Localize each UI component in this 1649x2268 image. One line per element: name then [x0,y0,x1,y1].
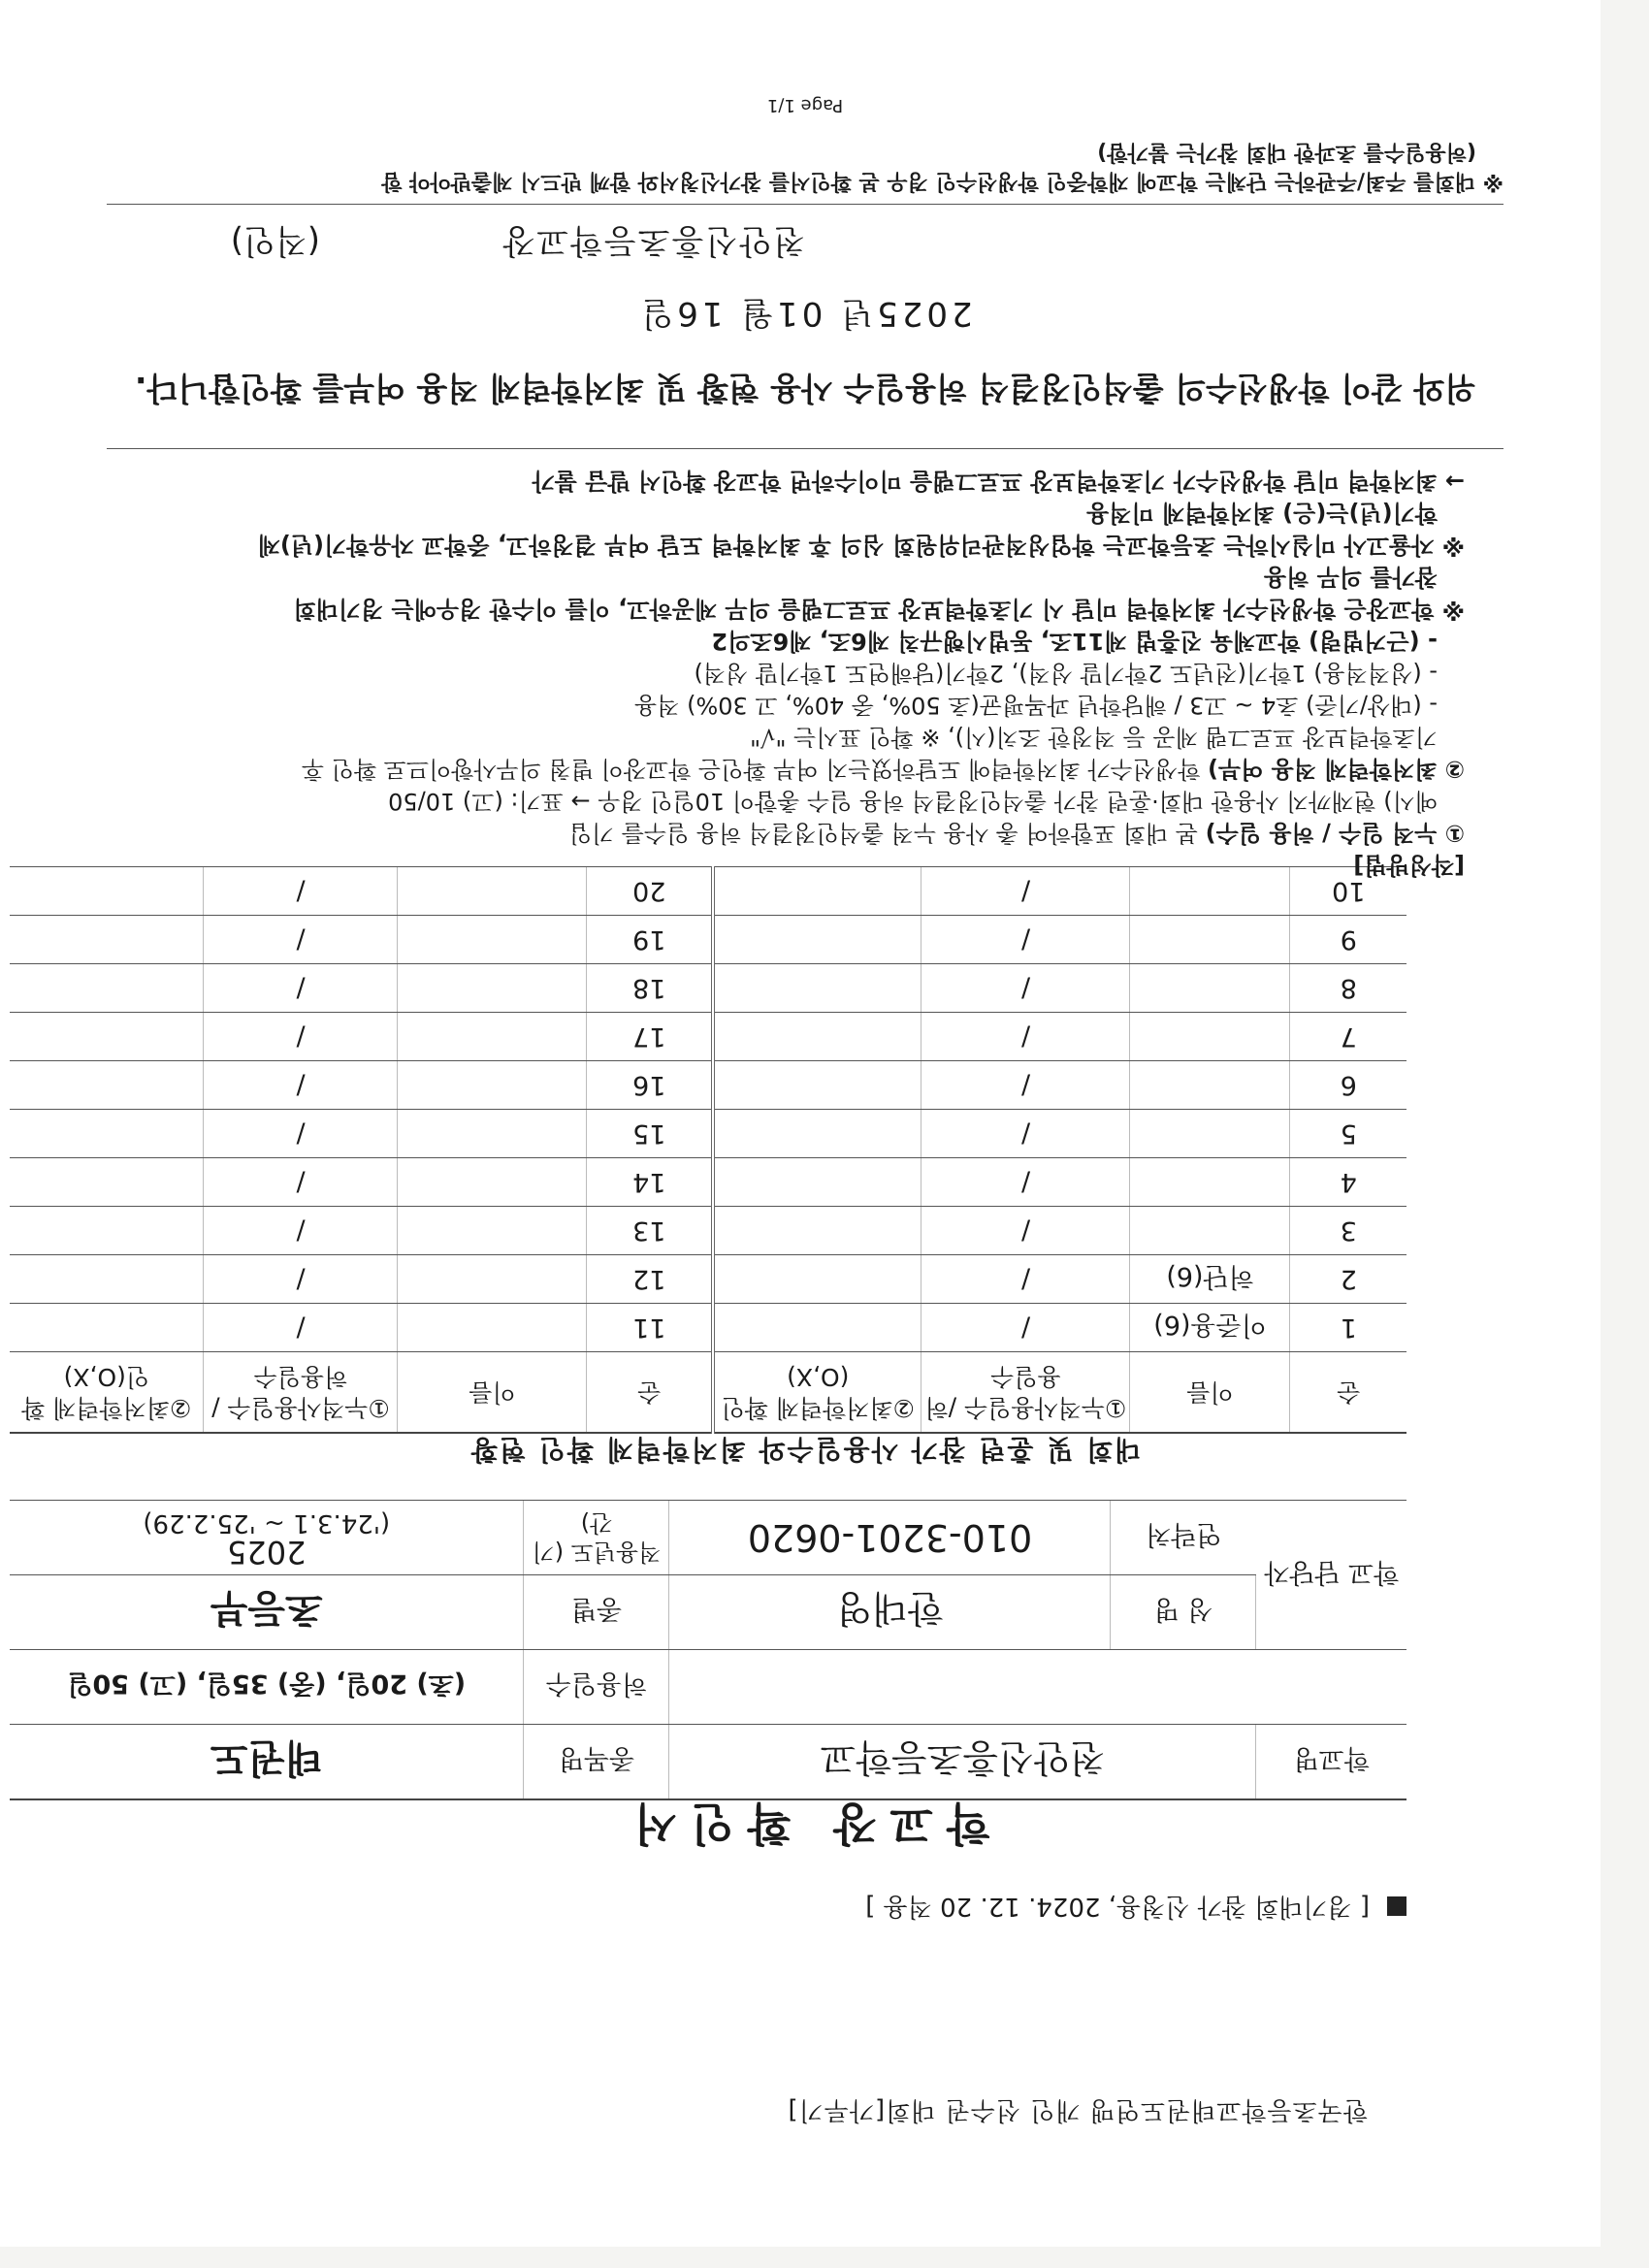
issue-date: 2025년 01월 16일 [637,294,973,333]
document-header: 한국초등학교태권도연맹 개인 선수권 대회[가루기] [787,2095,1368,2124]
student-min-check [713,1061,922,1110]
note-warning-3: → 최저학력 미달 학생선수가 기초학력보장 프로그램을 미이수하면 학교장 확인서 발급 불가 [532,468,1465,495]
student-min-check [713,916,922,964]
student-no: 5 [1290,1110,1406,1158]
divider [107,204,1504,205]
student-used-days: / [204,964,398,1013]
info-table [10,1500,1406,1800]
col-min-2: ②최저학력제 확인(O,X) [10,1352,204,1434]
student-min-check [713,1207,922,1255]
student-rows [10,867,1406,1352]
student-name [398,1207,587,1255]
col-used: ①누적사용일수 /허용일수 [922,1352,1130,1434]
dept-value: 초등부 [10,1575,524,1650]
student-used-days: / [204,916,398,964]
student-no: 13 [587,1207,713,1255]
student-no: 4 [1290,1158,1406,1207]
student-name [398,1061,587,1110]
student-name [1130,964,1290,1013]
student-no: 8 [1290,964,1406,1013]
info-row-allowed [10,1650,1406,1725]
student-min-check [10,1013,204,1061]
year-label: 적용년도 (기간) [524,1501,669,1575]
student-table [10,866,1406,1434]
info-row-contact [10,1501,1406,1575]
confirmation-statement: 위와 같이 학생선수의 출석인정결석 허용일수 사용 현황 및 최저학력제 적용 여부를 확인합니다. [134,370,1476,407]
student-no: 17 [587,1013,713,1061]
note-detail-2: - (성적적용) 1학기(전년도 2학기말 성적), 2학기(당해연도 1학기말 성적) [694,660,1438,687]
student-min-check [713,1013,922,1061]
note-detail-3: - (근거법령) 학교체육 진흥법 제11조, 동법시행규칙 제6조, 제6조의2 [711,628,1438,655]
student-used-days: / [204,867,398,916]
student-used-days: / [922,867,1130,916]
student-name [1130,1061,1290,1110]
student-min-check [10,1110,204,1158]
student-name [398,916,587,964]
contact-label: 연락처 [1111,1501,1256,1575]
writing-notes [107,465,1465,881]
col-name: 이름 [1130,1352,1290,1434]
info-row-school [10,1725,1406,1800]
col-no-2: 순 [587,1352,713,1434]
note-2: ② 최저학력제 적용 여부) 학생선수가 최저학력에 도달하였는지 여부 확인은 학교장이 별첨 의무사항이므로 확인 후 [301,756,1465,783]
student-min-check [10,1061,204,1110]
student-name [1130,1158,1290,1207]
student-no: 20 [587,867,713,916]
student-name [398,1255,587,1304]
table-row [10,1110,1406,1158]
student-name [1130,1110,1290,1158]
form-reference [865,1891,1406,1927]
student-min-check [713,964,922,1013]
student-used-days: / [922,1061,1130,1110]
official-seal: (직인) [230,221,320,260]
student-name [398,1110,587,1158]
note-1: ① 누적 일수 / 허용 일수) 본 대회 포함하여 총 사용 누적 출석인정결석 허용 일수를 기입 [568,820,1465,847]
student-used-days: / [204,1110,398,1158]
student-no: 16 [587,1061,713,1110]
student-used-days: / [204,1061,398,1110]
col-no: 순 [1290,1352,1406,1434]
document-title: 학교장 확인서 [620,1798,990,1850]
principal-title: 천안신흥초등학교장 [501,221,805,260]
student-no: 18 [587,964,713,1013]
info-row-manager [10,1575,1406,1650]
student-used-days: / [204,1158,398,1207]
student-used-days: / [922,1207,1130,1255]
section-title: 대회 및 훈련 참가 사용일수와 최저학력제 확인 현황 [469,1434,1142,1466]
student-no: 1 [1290,1304,1406,1352]
note-detail-1: - (대상/기준) 초4 ~ 고3 / 해당학년 과목평균(초 50%, 중 40%, 고 30%) 적용 [634,692,1438,719]
student-used-days: / [922,1304,1130,1352]
note-warning-1: ※ 학교장은 학생선수가 최저학력 미달 시 기초학력보장 프로그램을 의무 제공하고, 이를 이수한 경우에는 경기대회 [293,596,1465,623]
contact-value: 010-3201-0620 [669,1501,1111,1575]
student-min-check [10,916,204,964]
table-row [10,1255,1406,1304]
footnote [107,137,1504,195]
student-header-row [10,1352,1406,1434]
student-name [1130,1207,1290,1255]
table-row [10,1013,1406,1061]
student-min-check [10,1207,204,1255]
square-bullet-icon [1387,1896,1406,1916]
student-no: 14 [587,1158,713,1207]
year-value: 2025 [227,1534,307,1571]
student-no: 11 [587,1304,713,1352]
form-reference-text: [ 경기대회 참가 신청용, 2024. 12. 20 적용 ] [865,1892,1370,1921]
student-min-check [10,964,204,1013]
student-name: 허단(6) [1130,1255,1290,1304]
note-warning-1-cont: 참가를 의무 허용 [1264,564,1438,591]
divider [107,448,1504,449]
student-used-days: / [922,1158,1130,1207]
student-name [1130,916,1290,964]
student-used-days: / [204,1013,398,1061]
student-used-days: / [204,1304,398,1352]
student-min-check [10,1255,204,1304]
table-row [10,916,1406,964]
notes-heading: [작성방법] [1353,852,1465,879]
table-row [10,964,1406,1013]
event-label: 종목명 [524,1725,669,1800]
student-min-check [713,1110,922,1158]
name-label: 성 명 [1111,1575,1256,1650]
note-1-example: 예시) 현재까지 사용한 대회·훈련 참가 출석인정결석 허용 일수 총합이 10일인 경우 → 표기: (고) 10/50 [388,788,1438,815]
allowed-days-label: 허용일수 [524,1650,669,1725]
allowed-days-value: (초) 20일, (중) 35일, (고) 50일 [10,1650,524,1725]
table-row [10,1207,1406,1255]
student-min-check [713,1304,922,1352]
student-no: 15 [587,1110,713,1158]
student-no: 2 [1290,1255,1406,1304]
student-name [1130,1013,1290,1061]
school-value: 천안신흥초등학교 [669,1725,1256,1800]
student-used-days: / [922,964,1130,1013]
student-min-check [713,1255,922,1304]
student-no: 12 [587,1255,713,1304]
student-min-check [713,1158,922,1207]
student-no: 10 [1290,867,1406,916]
footnote-line-2: (허용일수를 초과한 대회 참가는 불가함) [1097,140,1476,164]
manager-label: 학교 담당자 [1256,1501,1406,1650]
student-name [398,1304,587,1352]
table-row [10,1304,1406,1352]
note-warning-2: ※ 자율고사 미실시하는 초등학교는 학업성적관리위원회 심의 후 최저학력 도달 여부 결정하고, 중학교 자유학기(년)제 [257,532,1465,559]
student-used-days: / [922,1255,1130,1304]
dept-label: 종별 [524,1575,669,1650]
student-name: 이준용(6) [1130,1304,1290,1352]
student-used-days: / [204,1207,398,1255]
student-used-days: / [922,916,1130,964]
note-warning-2-cont: 학기(년)는(은) 최저학력제 미적용 [1086,500,1438,527]
footnote-line-1: ※ 대회를 주최/주관하는 단체는 학교에 재학중인 학생선수인 경우 본 확인서를 참가신청서와 함께 반드시 제출받아야 함 [381,169,1504,193]
student-name [398,1013,587,1061]
student-used-days: / [922,1013,1130,1061]
student-no: 3 [1290,1207,1406,1255]
student-no: 7 [1290,1013,1406,1061]
table-row [10,1158,1406,1207]
student-name [398,1158,587,1207]
student-min-check [10,1158,204,1207]
student-no: 6 [1290,1061,1406,1110]
note-2-cont: 기초학력보장 프로그램 제공 등 적정한 조치(시), ※ 확인 표시는 "√" [750,724,1438,751]
page-number: Page 1/1 [766,95,844,115]
student-min-check [10,1304,204,1352]
col-used-2: ①누적사용일수 /허용일수 [204,1352,398,1434]
table-row [10,1061,1406,1110]
student-name [398,964,587,1013]
year-period: ('24.3.1 ~ '25.2.29) [143,1508,391,1538]
school-label: 학교명 [1256,1725,1406,1800]
student-no: 19 [587,916,713,964]
student-used-days: / [922,1110,1130,1158]
student-used-days: / [204,1255,398,1304]
event-value: 태권도 [10,1725,524,1800]
name-value: 한대영 [669,1575,1111,1650]
col-min: ②최저학력제 확인(O,X) [713,1352,922,1434]
col-name-2: 이름 [398,1352,587,1434]
student-no: 9 [1290,916,1406,964]
year-cell [10,1501,524,1575]
